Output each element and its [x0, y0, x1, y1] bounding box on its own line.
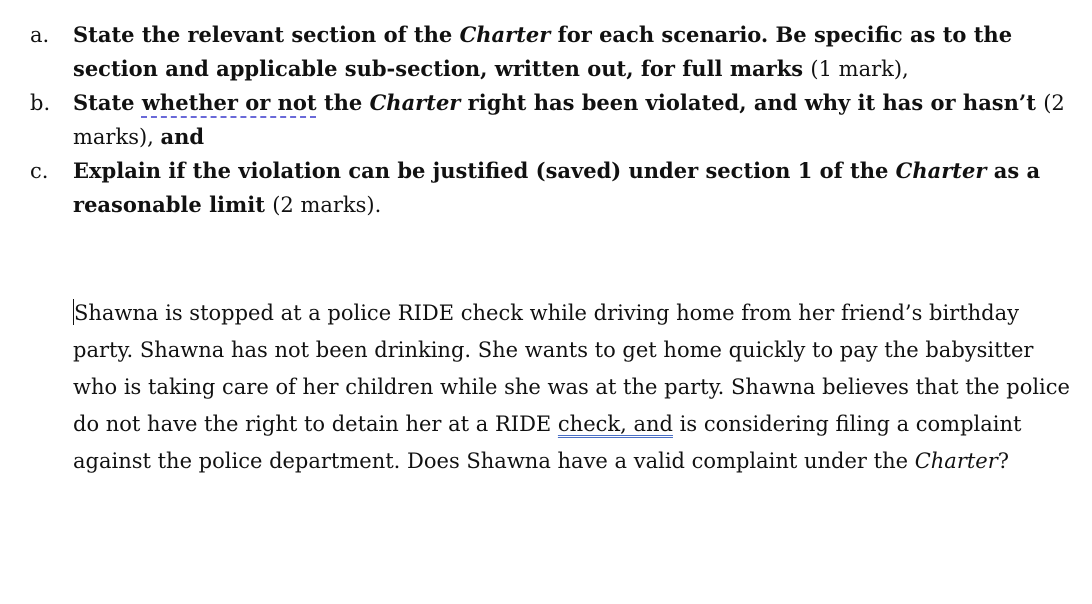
marks-c: (2 marks). — [272, 193, 382, 217]
list-item-c — [0, 154, 1092, 222]
list-marker-b: b. — [30, 91, 51, 115]
list-marker-a: a. — [30, 23, 50, 47]
marks-a: (1 mark), — [810, 57, 909, 81]
scenario-text-cont: is considering filing a complaint against the police department. Does Shawna have a valid complaint under the — [73, 412, 1022, 473]
scenario-text: Shawna is stopped at a police RIDE check while driving home from her friend’s birthday party. Shawna has not been drinking. She wants to get home quickly to pay the babysitter who is taking care of her children while she was at the party. Shawna believes that the police do not have the right to detain her at a RIDE — [73, 301, 1070, 436]
instruction-a-text-cont: for each scenario. Be specific as to the section and applicable sub-section, written out, for full marks — [73, 22, 1013, 81]
list-marker-c: c. — [30, 159, 49, 183]
list-item-a — [0, 18, 1092, 86]
instruction-b-and: and — [160, 124, 205, 149]
instruction-b-text-cont2: right has been violated, and why it has or hasn’t — [460, 90, 1044, 115]
charter-term: Charter — [459, 22, 551, 47]
instruction-list — [0, 18, 1092, 222]
grammar-flagged-phrase[interactable]: check, and — [557, 412, 673, 436]
instruction-c-text-cont: as a reasonable limit — [73, 158, 1041, 217]
charter-term: Charter — [369, 90, 461, 115]
instruction-b-text-cont: the — [316, 90, 370, 115]
list-item-b — [0, 86, 1092, 154]
scenario-paragraph[interactable] — [73, 295, 1078, 480]
grammar-flagged-phrase[interactable]: whether or not — [141, 90, 317, 115]
marks-b: (2 marks), — [73, 91, 1065, 149]
instruction-c-text: Explain if the violation can be justified (saved) under section 1 of the — [73, 158, 896, 183]
charter-term: Charter — [914, 449, 998, 473]
scenario-question-mark: ? — [997, 449, 1010, 473]
instruction-b-text: State — [73, 90, 142, 115]
instruction-a-text: State the relevant section of the — [73, 22, 460, 47]
charter-term: Charter — [895, 158, 987, 183]
